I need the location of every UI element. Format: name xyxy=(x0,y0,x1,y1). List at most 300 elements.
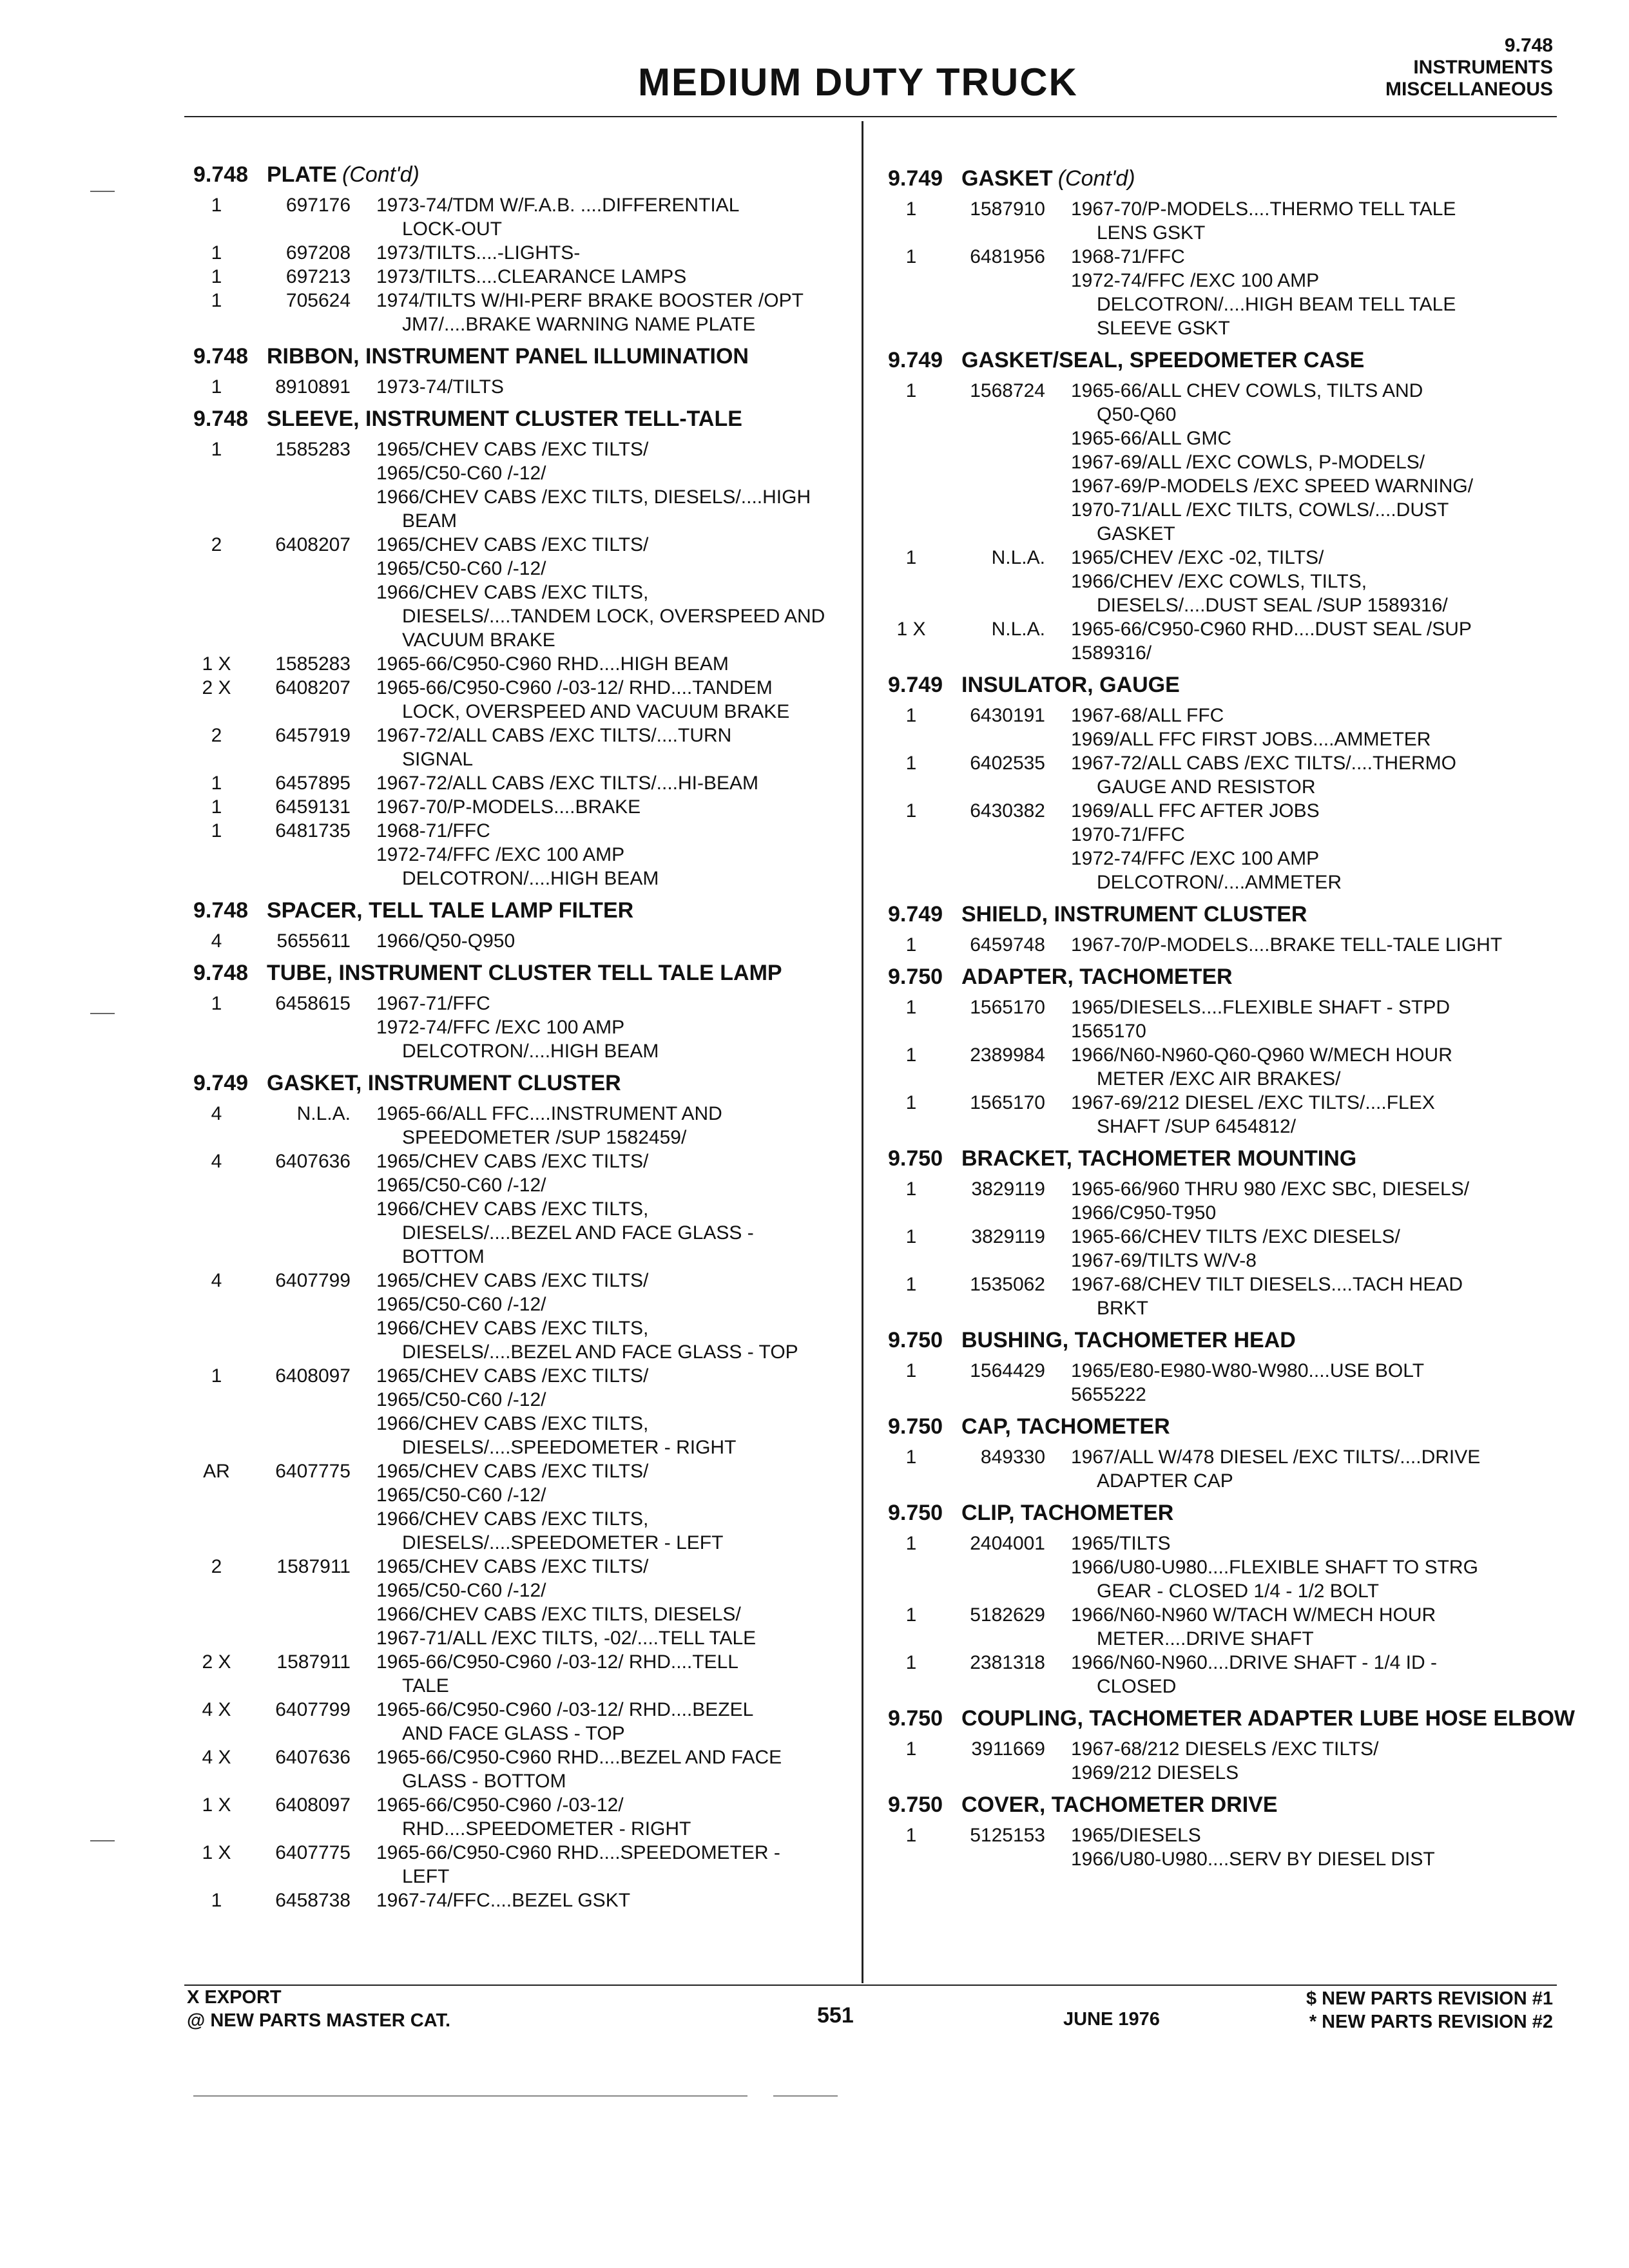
section-heading-name: BUSHING, TACHOMETER HEAD xyxy=(961,1328,1296,1352)
part-row xyxy=(193,992,851,1063)
part-row xyxy=(193,676,851,724)
section-heading-name: TUBE, INSTRUMENT CLUSTER TELL TALE LAMP xyxy=(267,961,782,985)
part-number: 6407636 xyxy=(275,1151,351,1172)
description-line: 1966/CHEV CABS /EXC TILTS, xyxy=(376,1413,649,1434)
part-description xyxy=(362,1555,851,1650)
part-row xyxy=(193,1149,851,1269)
quantity: 1 xyxy=(211,242,222,264)
description-line: 1967-70/P-MODELS....BRAKE xyxy=(376,796,641,818)
part-row xyxy=(888,1177,1545,1225)
part-number: 6408207 xyxy=(275,677,351,698)
quantity: 4 xyxy=(211,1103,222,1124)
part-row xyxy=(193,1698,851,1745)
part-row xyxy=(888,1651,1545,1698)
description-line: 1967-72/ALL CABS /EXC TILTS/....TURN xyxy=(376,725,732,746)
part-number: 6407636 xyxy=(275,1747,351,1768)
part-row xyxy=(193,289,851,336)
description-line: 1965-66/C950-C960 /-03-12/ xyxy=(376,1794,624,1816)
section-heading xyxy=(888,1706,1575,1731)
description-line: 1966/U80-U980....SERV BY DIESEL DIST xyxy=(1071,1849,1435,1870)
part-number: 697213 xyxy=(285,266,351,287)
description-line: DELCOTRON/....HIGH BEAM TELL TALE xyxy=(1097,294,1456,315)
description-line: 1965/CHEV CABS /EXC TILTS/ xyxy=(376,439,649,460)
footer-legend-right xyxy=(1306,1987,1553,2033)
description-line: METER....DRIVE SHAFT xyxy=(1097,1628,1314,1649)
description-line: GEAR - CLOSED 1/4 - 1/2 BOLT xyxy=(1097,1581,1379,1602)
quantity: 1 xyxy=(905,1604,917,1626)
quantity: 1 xyxy=(211,820,222,841)
quantity: 1 xyxy=(905,997,917,1018)
part-number: 3829119 xyxy=(971,1226,1045,1247)
section-heading xyxy=(888,1501,1545,1525)
section-heading-name: SPACER, TELL TALE LAMP FILTER xyxy=(267,898,634,923)
description-line: 1973/TILTS....CLEARANCE LAMPS xyxy=(376,266,687,287)
part-number: 6459131 xyxy=(275,796,351,818)
section-heading xyxy=(888,1328,1545,1352)
description-line: 1965-66/C950-C960 RHD....DUST SEAL /SUP xyxy=(1071,619,1472,640)
description-line: CLOSED xyxy=(1097,1676,1177,1697)
description-line: 1967-74/FFC....BEZEL GSKT xyxy=(376,1890,631,1911)
section-subcategory: MISCELLANEOUS xyxy=(1385,79,1553,100)
section-header xyxy=(1385,35,1553,101)
quantity: 2 xyxy=(211,1556,222,1577)
part-number: 6458738 xyxy=(275,1890,351,1911)
part-number: 1587911 xyxy=(276,1651,351,1673)
part-row xyxy=(193,375,851,399)
part-number: 1535062 xyxy=(970,1274,1045,1295)
quantity: 4 X xyxy=(202,1699,231,1720)
description-line: 1968-71/FFC xyxy=(376,820,490,841)
description-line: 1965/CHEV /EXC -02, TILTS/ xyxy=(1071,547,1324,568)
part-description xyxy=(362,533,851,652)
part-number: 6407799 xyxy=(275,1270,351,1291)
description-line: 1589316/ xyxy=(1071,642,1152,664)
description-line: 1967-69/ALL /EXC COWLS, P-MODELS/ xyxy=(1071,452,1425,473)
part-row xyxy=(193,437,851,533)
section-heading xyxy=(888,348,1545,372)
part-row xyxy=(193,1650,851,1698)
section-heading-number: 9.749 xyxy=(888,348,943,372)
quantity: 1 xyxy=(211,195,222,216)
part-description xyxy=(362,819,851,890)
description-line: RHD....SPEEDOMETER - RIGHT xyxy=(402,1818,691,1840)
description-line: 1965-66/C950-C960 /-03-12/ RHD....TANDEM xyxy=(376,677,773,698)
description-line: DIESELS/....SPEEDOMETER - LEFT xyxy=(402,1532,724,1553)
section-heading xyxy=(193,961,851,985)
part-number: 6458615 xyxy=(275,993,351,1014)
part-number: 6481735 xyxy=(275,820,351,841)
part-row xyxy=(888,379,1545,546)
part-row xyxy=(193,1364,851,1459)
quantity: 4 X xyxy=(202,1747,231,1768)
part-description xyxy=(362,193,851,241)
section-heading-name: GASKET xyxy=(961,166,1053,191)
quantity: 1 xyxy=(211,1365,222,1387)
part-row xyxy=(888,197,1545,245)
section-heading-name: SHIELD, INSTRUMENT CLUSTER xyxy=(961,902,1307,927)
part-number: 6407799 xyxy=(275,1699,351,1720)
export-note: X EXPORT xyxy=(187,1987,282,2008)
quantity: 1 X xyxy=(202,653,231,675)
part-description xyxy=(362,241,851,265)
part-description xyxy=(1057,995,1545,1043)
description-line: SIGNAL xyxy=(402,749,474,770)
description-line: AND FACE GLASS - TOP xyxy=(402,1723,625,1744)
part-row xyxy=(193,929,851,953)
part-description xyxy=(362,1650,851,1698)
description-line: VACUUM BRAKE xyxy=(402,629,555,651)
description-line: 1972-74/FFC /EXC 100 AMP xyxy=(376,844,625,865)
column-divider xyxy=(862,121,863,1983)
description-line: 1967-68/212 DIESELS /EXC TILTS/ xyxy=(1071,1738,1379,1760)
description-line: LOCK, OVERSPEED AND VACUUM BRAKE xyxy=(402,701,790,722)
description-line: 1965-66/ALL FFC....INSTRUMENT AND xyxy=(376,1103,722,1124)
quantity: 1 xyxy=(905,1226,917,1247)
quantity: 1 xyxy=(211,439,222,460)
part-row xyxy=(193,724,851,771)
part-row xyxy=(888,1225,1545,1273)
part-row xyxy=(193,193,851,241)
section-heading-name: PLATE xyxy=(267,162,337,187)
part-number: 2404001 xyxy=(970,1533,1045,1554)
part-number: 1587911 xyxy=(276,1556,351,1577)
part-row xyxy=(888,704,1545,751)
part-row xyxy=(193,533,851,652)
description-line: 1966/N60-N960 W/TACH W/MECH HOUR xyxy=(1071,1604,1436,1626)
section-heading-number: 9.750 xyxy=(888,1146,943,1171)
description-line: 1965-66/C950-C960 RHD....HIGH BEAM xyxy=(376,653,729,675)
part-description xyxy=(1057,933,1545,957)
section-heading-number: 9.750 xyxy=(888,1501,943,1525)
part-row xyxy=(193,771,851,795)
description-line: DIESELS/....DUST SEAL /SUP 1589316/ xyxy=(1097,595,1448,616)
section-heading xyxy=(888,673,1545,697)
part-description xyxy=(1057,379,1545,546)
description-line: 1966/CHEV CABS /EXC TILTS, DIESELS/....HIGH xyxy=(376,486,811,508)
description-line: 1967-70/P-MODELS....THERMO TELL TALE xyxy=(1071,198,1456,220)
description-line: 1965/C50-C60 /-12/ xyxy=(376,1580,546,1601)
part-description xyxy=(1057,1603,1545,1651)
description-line: LOCK-OUT xyxy=(402,218,503,240)
quantity: 2 X xyxy=(202,1651,231,1673)
part-number: 5655611 xyxy=(276,930,351,952)
part-description xyxy=(362,1841,851,1888)
part-number: 6402535 xyxy=(970,753,1045,774)
part-description xyxy=(362,375,851,399)
part-description xyxy=(1057,1225,1545,1273)
quantity: 4 xyxy=(211,1270,222,1291)
part-number: 6407775 xyxy=(275,1461,351,1482)
part-description xyxy=(1057,1273,1545,1320)
description-line: 1965/CHEV CABS /EXC TILTS/ xyxy=(376,534,649,555)
quantity: 1 xyxy=(211,773,222,794)
description-line: 1973-74/TDM W/F.A.B. ....DIFFERENTIAL xyxy=(376,195,740,216)
continued-label: (Cont'd) xyxy=(1057,166,1135,191)
part-number: 1568724 xyxy=(970,380,1045,401)
section-heading-name: RIBBON, INSTRUMENT PANEL ILLUMINATION xyxy=(267,344,749,369)
quantity: 1 xyxy=(211,290,222,311)
quantity: 1 xyxy=(905,1092,917,1113)
scan-edge-line xyxy=(773,2095,838,2097)
description-line: DELCOTRON/....AMMETER xyxy=(1097,872,1342,893)
description-line: SHAFT /SUP 6454812/ xyxy=(1097,1116,1296,1137)
part-description xyxy=(1057,704,1545,751)
description-line: 1969/212 DIESELS xyxy=(1071,1762,1239,1783)
description-line: 1973/TILTS....-LIGHTS- xyxy=(376,242,581,264)
quantity: 1 xyxy=(905,380,917,401)
description-line: DIESELS/....SPEEDOMETER - RIGHT xyxy=(402,1437,737,1458)
quantity: AR xyxy=(203,1461,230,1482)
description-line: 1965-66/960 THRU 980 /EXC SBC, DIESELS/ xyxy=(1071,1178,1470,1200)
description-line: 1974/TILTS W/HI-PERF BRAKE BOOSTER /OPT xyxy=(376,290,804,311)
section-heading-name: CLIP, TACHOMETER xyxy=(961,1501,1174,1525)
description-line: 1967-71/FFC xyxy=(376,993,490,1014)
section-heading xyxy=(193,898,851,923)
description-line: 1970-71/ALL /EXC TILTS, COWLS/....DUST xyxy=(1071,499,1449,521)
description-line: 1973-74/TILTS xyxy=(376,376,504,398)
description-line: GASKET xyxy=(1097,523,1175,544)
part-row xyxy=(888,1359,1545,1407)
part-number: N.L.A. xyxy=(991,547,1045,568)
part-description xyxy=(1057,799,1545,894)
section-heading xyxy=(888,1146,1545,1171)
part-number: 697208 xyxy=(285,242,351,264)
margin-mark xyxy=(90,191,115,192)
description-line: DELCOTRON/....HIGH BEAM xyxy=(402,1041,659,1062)
quantity: 1 xyxy=(905,246,917,267)
part-number: 6408097 xyxy=(275,1794,351,1816)
part-description xyxy=(1057,1177,1545,1225)
section-heading-name: BRACKET, TACHOMETER MOUNTING xyxy=(961,1146,1357,1171)
part-number: 6481956 xyxy=(970,246,1045,267)
quantity: 1 xyxy=(905,800,917,822)
description-line: 1967-70/P-MODELS....BRAKE TELL-TALE LIGHT xyxy=(1071,934,1503,956)
description-line: GLASS - BOTTOM xyxy=(402,1771,566,1792)
part-description xyxy=(362,1149,851,1269)
description-line: BRKT xyxy=(1097,1298,1149,1319)
header-rule xyxy=(184,116,1557,117)
part-number: 1585283 xyxy=(275,653,351,675)
quantity: 1 xyxy=(211,993,222,1014)
section-heading-number: 9.748 xyxy=(193,344,249,369)
part-number: 6408207 xyxy=(275,534,351,555)
margin-mark xyxy=(90,1840,115,1841)
part-description xyxy=(362,992,851,1063)
description-line: 1966/U80-U980....FLEXIBLE SHAFT TO STRG xyxy=(1071,1557,1478,1578)
part-number: 6459748 xyxy=(970,934,1045,956)
section-number: 9.748 xyxy=(1504,35,1553,56)
part-row xyxy=(193,265,851,289)
description-line: 1965/CHEV CABS /EXC TILTS/ xyxy=(376,1151,649,1172)
description-line: 1967-72/ALL CABS /EXC TILTS/....HI-BEAM xyxy=(376,773,759,794)
quantity: 1 xyxy=(905,1044,917,1066)
part-description xyxy=(1057,1043,1545,1091)
part-row xyxy=(888,933,1545,957)
section-heading xyxy=(888,902,1545,927)
part-number: 6430191 xyxy=(970,705,1045,726)
part-row xyxy=(888,617,1545,665)
part-number: 5125153 xyxy=(970,1825,1045,1846)
description-line: SLEEVE GSKT xyxy=(1097,318,1230,339)
publication-date: JUNE 1976 xyxy=(1063,2009,1160,2030)
part-row xyxy=(888,546,1545,617)
description-line: 5655222 xyxy=(1071,1384,1146,1405)
part-description xyxy=(1057,1737,1545,1785)
section-heading-number: 9.750 xyxy=(888,1706,943,1731)
description-line: 1972-74/FFC /EXC 100 AMP xyxy=(376,1017,625,1038)
description-line: 1969/ALL FFC FIRST JOBS....AMMETER xyxy=(1071,729,1431,750)
section-heading-number: 9.750 xyxy=(888,1792,943,1817)
description-line: 1565170 xyxy=(1071,1021,1146,1042)
description-line: DIESELS/....BEZEL AND FACE GLASS - xyxy=(402,1222,754,1244)
footer-legend-left xyxy=(187,1986,450,2032)
description-line: 1967-71/ALL /EXC TILTS, -02/....TELL TALE xyxy=(376,1628,757,1649)
section-heading xyxy=(193,344,851,369)
part-description xyxy=(362,437,851,533)
quantity: 1 xyxy=(905,1178,917,1200)
part-row xyxy=(888,1737,1545,1785)
part-description xyxy=(1057,751,1545,799)
part-description xyxy=(362,929,851,953)
part-description xyxy=(362,724,851,771)
part-row xyxy=(193,1459,851,1555)
part-number: N.L.A. xyxy=(296,1103,351,1124)
description-line: 1966/N60-N960....DRIVE SHAFT - 1/4 ID - xyxy=(1071,1652,1437,1673)
section-heading-name: INSULATOR, GAUGE xyxy=(961,673,1180,697)
part-row xyxy=(193,819,851,890)
part-row xyxy=(193,652,851,676)
part-description xyxy=(1057,245,1545,340)
part-description xyxy=(1057,546,1545,617)
quantity: 4 xyxy=(211,930,222,952)
section-heading xyxy=(193,1071,851,1095)
quantity: 1 X xyxy=(202,1842,231,1863)
description-line: Q50-Q60 xyxy=(1097,404,1177,425)
quantity: 1 xyxy=(905,198,917,220)
part-description xyxy=(1057,1359,1545,1407)
part-number: 3911669 xyxy=(971,1738,1045,1760)
description-line: SPEEDOMETER /SUP 1582459/ xyxy=(402,1127,687,1148)
section-heading-name: COVER, TACHOMETER DRIVE xyxy=(961,1792,1278,1817)
part-number: 1585283 xyxy=(275,439,351,460)
description-line: 1965/CHEV CABS /EXC TILTS/ xyxy=(376,1461,649,1482)
description-line: GAUGE AND RESISTOR xyxy=(1097,776,1316,798)
description-line: 1972-74/FFC /EXC 100 AMP xyxy=(1071,270,1320,291)
description-line: 1965/DIESELS....FLEXIBLE SHAFT - STPD xyxy=(1071,997,1451,1018)
description-line: 1967/ALL W/478 DIESEL /EXC TILTS/....DRIVE xyxy=(1071,1446,1481,1468)
quantity: 1 xyxy=(211,1890,222,1911)
part-row xyxy=(193,1745,851,1793)
section-heading-number: 9.749 xyxy=(888,902,943,927)
description-line: 1967-72/ALL CABS /EXC TILTS/....THERMO xyxy=(1071,753,1456,774)
part-row xyxy=(888,751,1545,799)
part-description xyxy=(1057,1651,1545,1698)
part-number: 849330 xyxy=(980,1446,1045,1468)
section-heading-number: 9.749 xyxy=(888,166,943,191)
description-line: 1965-66/C950-C960 /-03-12/ RHD....TELL xyxy=(376,1651,738,1673)
part-row xyxy=(193,241,851,265)
part-description xyxy=(362,676,851,724)
quantity: 1 xyxy=(211,376,222,398)
part-description xyxy=(362,1102,851,1149)
description-line: 1966/CHEV CABS /EXC TILTS, xyxy=(376,582,649,603)
description-line: 1966/CHEV CABS /EXC TILTS, DIESELS/ xyxy=(376,1604,741,1625)
section-heading xyxy=(888,1414,1545,1439)
description-line: 1967-68/ALL FFC xyxy=(1071,705,1224,726)
part-description xyxy=(362,1793,851,1841)
section-heading-number: 9.748 xyxy=(193,898,249,923)
description-line: 1968-71/FFC xyxy=(1071,246,1185,267)
quantity: 1 xyxy=(905,1533,917,1554)
part-number: 1564429 xyxy=(970,1360,1045,1381)
quantity: 1 xyxy=(905,705,917,726)
quantity: 1 xyxy=(905,934,917,956)
part-description xyxy=(362,652,851,676)
description-line: 1966/CHEV CABS /EXC TILTS, xyxy=(376,1198,649,1220)
part-number: N.L.A. xyxy=(991,619,1045,640)
section-category: INSTRUMENTS xyxy=(1413,57,1553,78)
part-number: 2389984 xyxy=(970,1044,1045,1066)
part-row xyxy=(193,795,851,819)
description-line: 1965-66/C950-C960 RHD....BEZEL AND FACE xyxy=(376,1747,782,1768)
revision-note-1: $ NEW PARTS REVISION #1 xyxy=(1306,1988,1553,2009)
part-row xyxy=(888,1603,1545,1651)
section-heading-name: GASKET/SEAL, SPEEDOMETER CASE xyxy=(961,348,1365,372)
description-line: LEFT xyxy=(402,1866,450,1887)
part-description xyxy=(362,1269,851,1364)
quantity: 2 xyxy=(211,725,222,746)
description-line: TALE xyxy=(402,1675,449,1696)
section-heading-number: 9.749 xyxy=(888,673,943,697)
description-line: 1965/C50-C60 /-12/ xyxy=(376,1485,546,1506)
description-line: 1965/C50-C60 /-12/ xyxy=(376,1389,546,1410)
quantity: 1 xyxy=(905,547,917,568)
quantity: 1 X xyxy=(202,1794,231,1816)
part-description xyxy=(1057,1823,1545,1871)
part-row xyxy=(888,1445,1545,1493)
description-line: 1965/C50-C60 /-12/ xyxy=(376,1175,546,1196)
description-line: METER /EXC AIR BRAKES/ xyxy=(1097,1068,1341,1090)
description-line: 1966/N60-N960-Q60-Q960 W/MECH HOUR xyxy=(1071,1044,1452,1066)
section-heading-number: 9.748 xyxy=(193,961,249,985)
quantity: 2 X xyxy=(202,677,231,698)
description-line: 1965/C50-C60 /-12/ xyxy=(376,1294,546,1315)
quantity: 1 xyxy=(905,1274,917,1295)
part-row xyxy=(888,1823,1545,1871)
description-line: 1965/TILTS xyxy=(1071,1533,1171,1554)
part-number: 1565170 xyxy=(970,997,1045,1018)
part-row xyxy=(888,1091,1545,1139)
part-description xyxy=(1057,1091,1545,1139)
description-line: 1972-74/FFC /EXC 100 AMP xyxy=(1071,848,1320,869)
part-description xyxy=(362,1698,851,1745)
description-line: 1965-66/C950-C960 RHD....SPEEDOMETER - xyxy=(376,1842,780,1863)
part-row xyxy=(193,1269,851,1364)
description-line: DIESELS/....TANDEM LOCK, OVERSPEED AND xyxy=(402,606,825,627)
part-row xyxy=(193,1793,851,1841)
part-number: 1587910 xyxy=(970,198,1045,220)
part-description xyxy=(362,1364,851,1459)
section-heading-number: 9.749 xyxy=(193,1071,249,1095)
description-line: 1970-71/FFC xyxy=(1071,824,1185,845)
description-line: 1965/C50-C60 /-12/ xyxy=(376,558,546,579)
section-heading-number: 9.750 xyxy=(888,1328,943,1352)
section-heading-name: GASKET, INSTRUMENT CLUSTER xyxy=(267,1071,621,1095)
scan-edge-line xyxy=(193,2095,747,2097)
quantity: 1 xyxy=(905,1360,917,1381)
part-row xyxy=(193,1102,851,1149)
part-row xyxy=(888,1043,1545,1091)
